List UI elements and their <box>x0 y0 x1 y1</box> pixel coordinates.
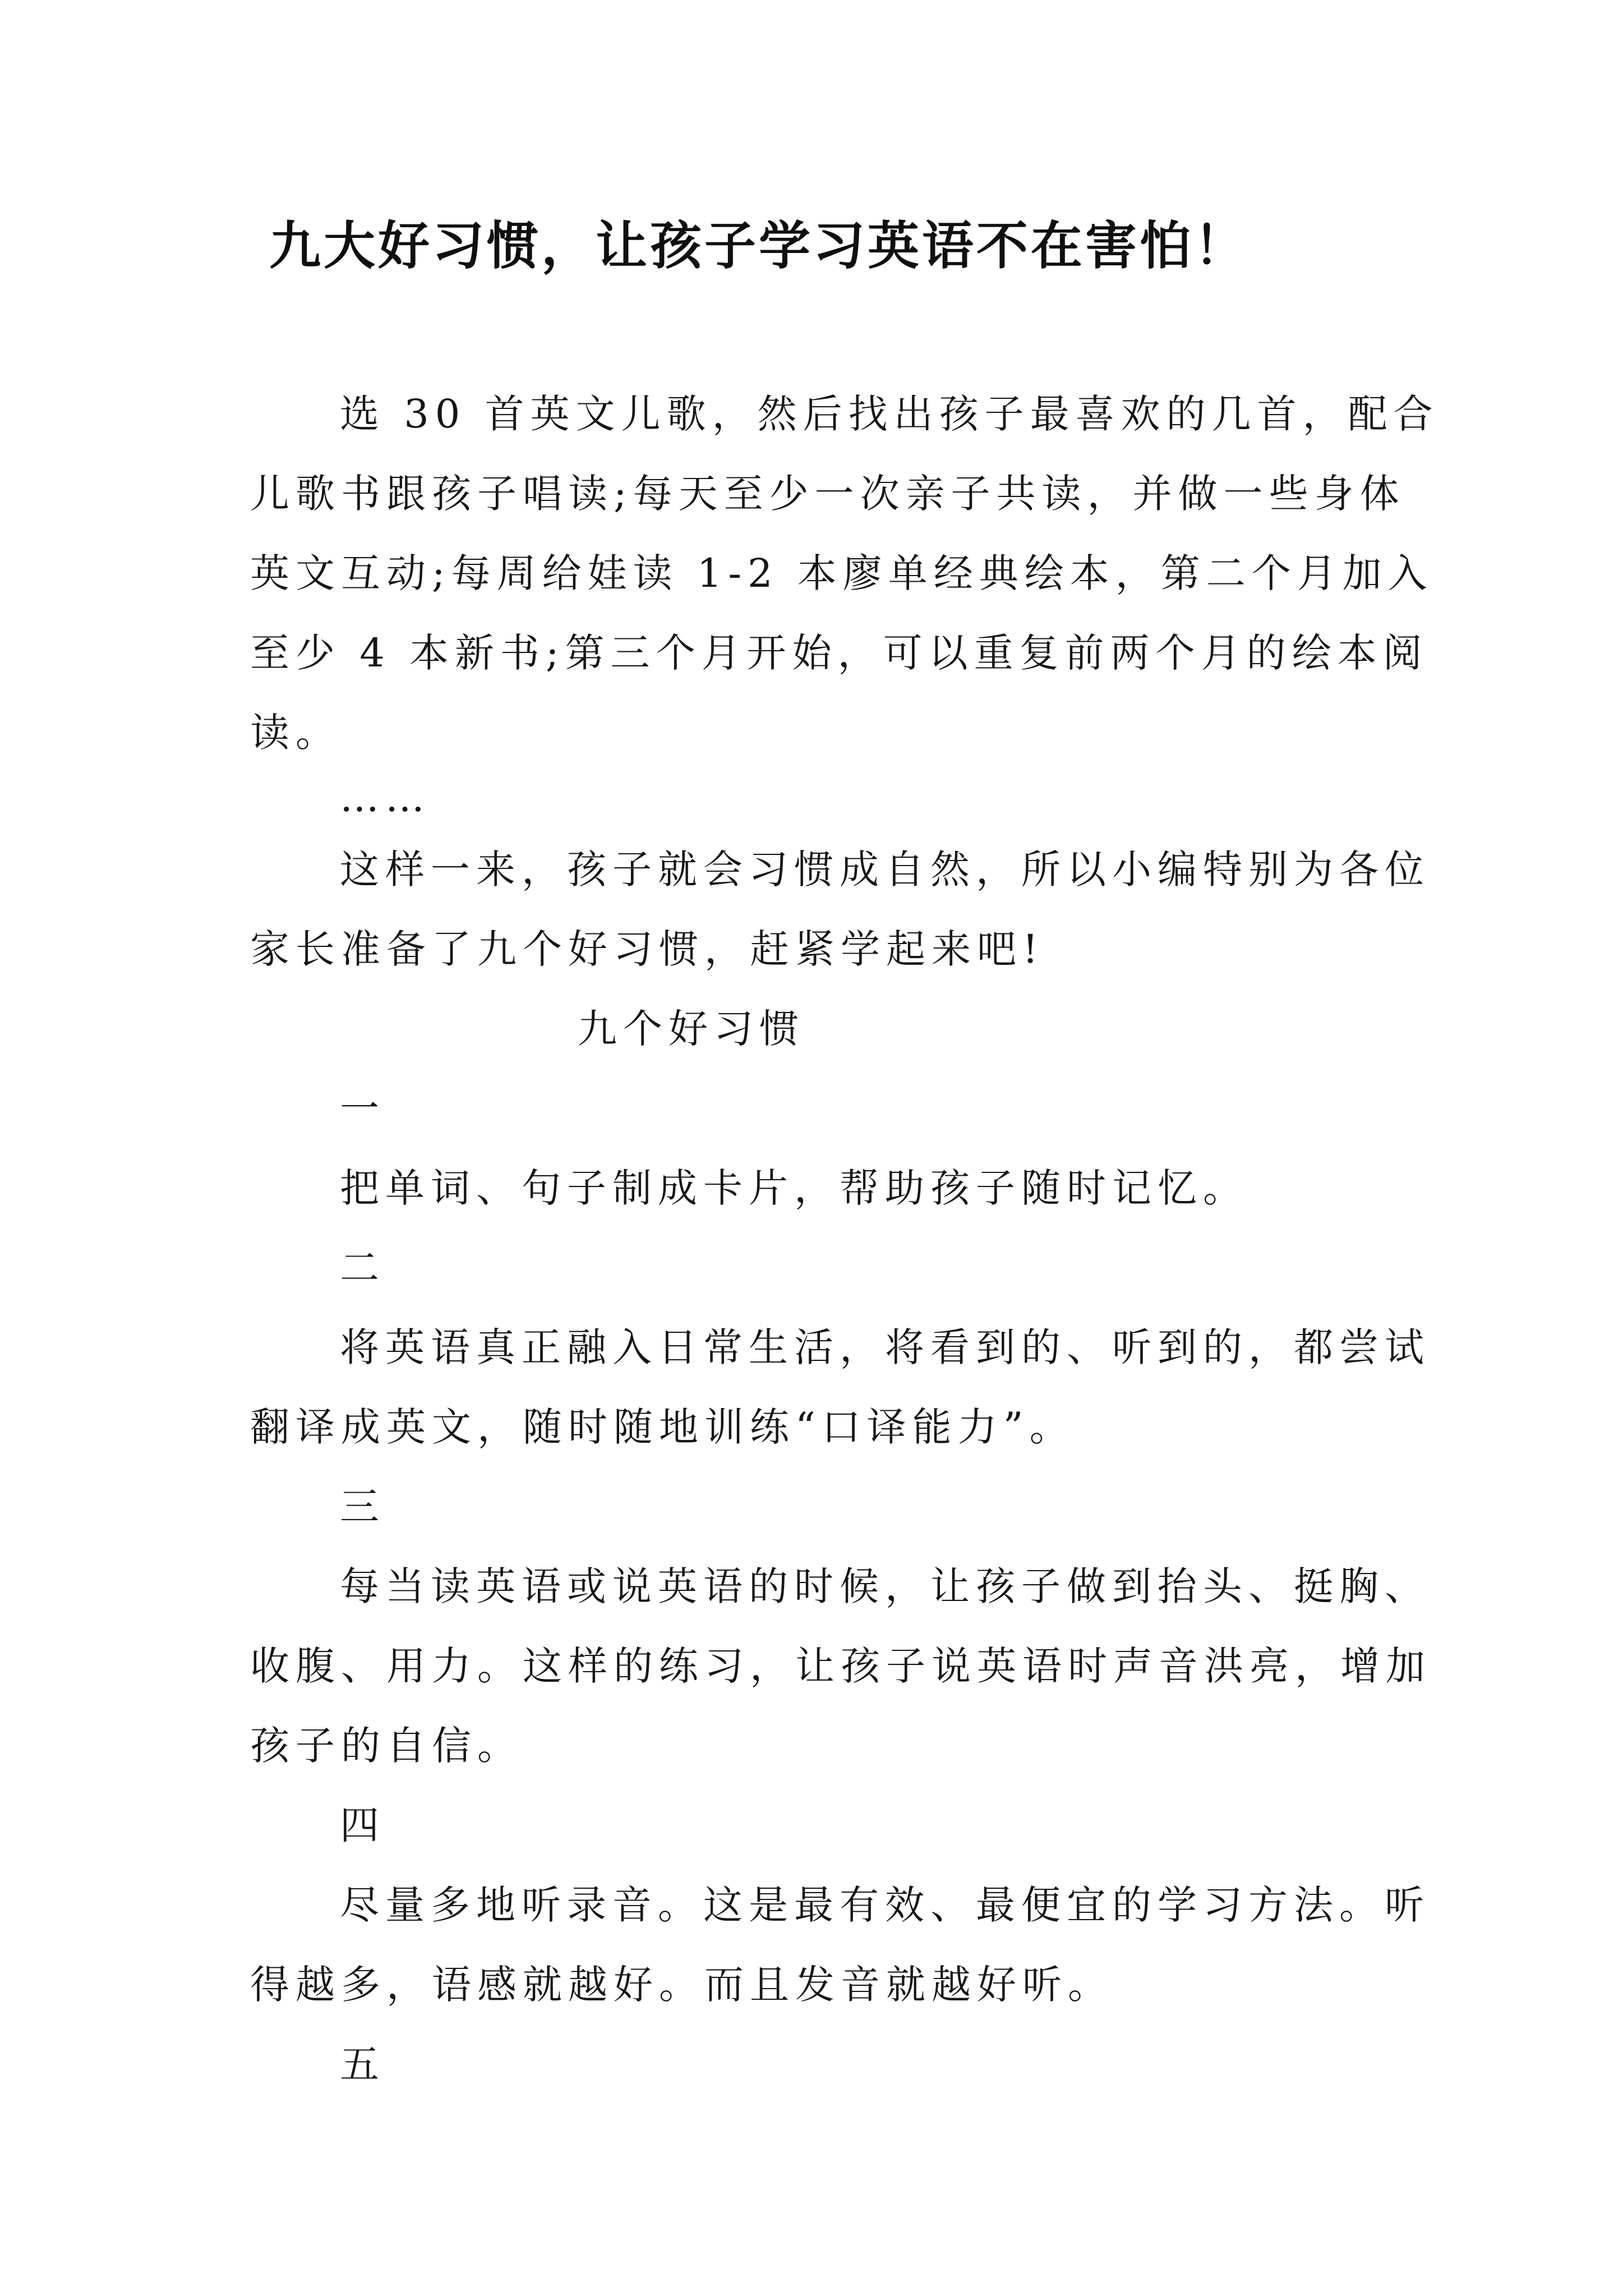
paragraph-line: 这样一来，孩子就会习惯成自然，所以小编特别为各位 <box>340 846 1430 892</box>
paragraph-line: 至少 4 本新书;第三个月开始，可以重复前两个月的绘本阅 <box>250 630 1428 676</box>
paragraph-line: 翻译成英文，随时随地训练“口译能力”。 <box>250 1404 1075 1450</box>
habit-number: 四 <box>340 1802 385 1848</box>
habit-number: 五 <box>340 2041 385 2087</box>
paragraph-line: 尽量多地听录音。这是最有效、最便宜的学习方法。听 <box>340 1882 1430 1928</box>
habit-number: 二 <box>340 1245 385 1291</box>
habit-number: 一 <box>340 1085 385 1131</box>
paragraph-line: 得越多，语感就越好。而且发音就越好听。 <box>250 1962 1113 2008</box>
paragraph-line: 将英语真正融入日常生活，将看到的、听到的，都尝试 <box>340 1324 1430 1370</box>
paragraph-line: 把单词、句子制成卡片，帮助孩子随时记忆。 <box>340 1165 1248 1211</box>
paragraph-line: 儿歌书跟孩子唱读;每天至少一次亲子共读，并做一些身体 <box>250 471 1405 517</box>
paragraph-line: 读。 <box>250 710 341 756</box>
paragraph-line: 孩子的自信。 <box>250 1723 523 1769</box>
paragraph-line: 选 30 首英文儿歌，然后找出孩子最喜欢的几首，配合 <box>340 391 1439 437</box>
document-title: 九大好习惯，让孩子学习英语不在害怕！ <box>269 215 1249 276</box>
section-heading: 九个好习惯 <box>578 1006 805 1052</box>
paragraph-line: 收腹、用力。这样的练习，让孩子说英语时声音洪亮，增加 <box>250 1643 1431 1689</box>
paragraph-line: 家长准备了九个好习惯，赶紧学起来吧! <box>250 926 1045 972</box>
habit-number: 三 <box>340 1484 385 1530</box>
paragraph-line: 每当读英语或说英语的时候，让孩子做到抬头、挺胸、 <box>340 1563 1430 1609</box>
ellipsis-line: …… <box>340 775 431 821</box>
paragraph-line: 英文互动;每周给娃读 1-2 本廖单经典绘本，第二个月加入 <box>250 550 1433 596</box>
